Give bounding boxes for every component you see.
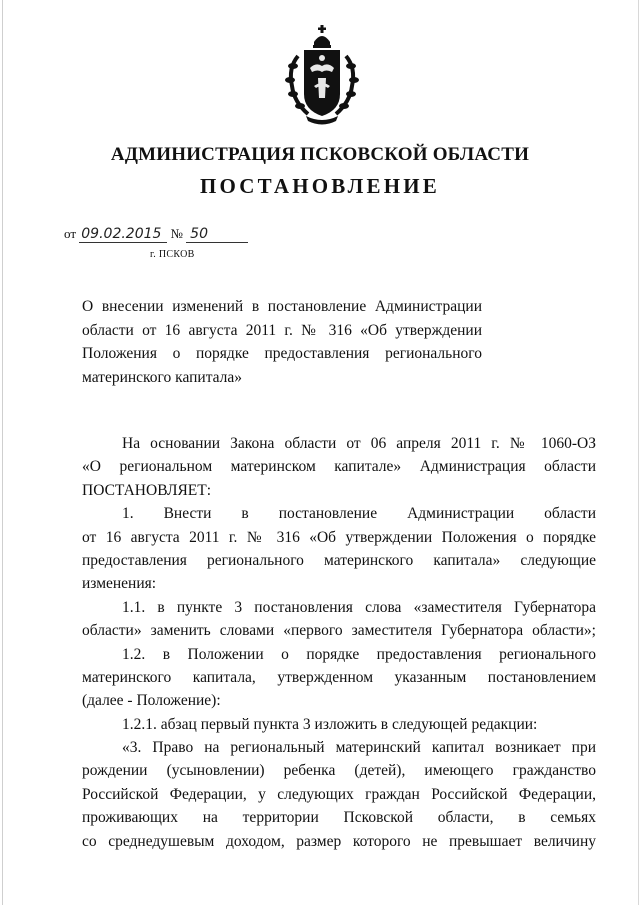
body-line: материнского капитала, утвержденном указанным постановлением	[82, 668, 596, 686]
body-line: проживающих на территории Псковской области, в семьях	[82, 809, 596, 827]
body-line: 1.2. в Положении о порядке предоставления регионального	[122, 645, 596, 663]
body-line: На основании Закона области от 06 апреля 2011 г. № 1060-ОЗ	[122, 435, 596, 452]
city-label: г. ПСКОВ	[150, 249, 195, 260]
document-date: 09.02.2015	[79, 226, 167, 243]
body-line: 1.1. в пункте 3 постановления слова «заместителя Губернатора	[122, 598, 596, 616]
body-line: «3. Право на региональный материнский капитал возникает при	[122, 739, 596, 757]
document-body	[82, 432, 596, 853]
body-line: области» заменить словами «первого заместителя Губернатора области»;	[82, 622, 596, 640]
document-number: 50	[186, 226, 248, 243]
body-line: рождении (усыновлении) ребенка (детей), имеющего гражданство	[82, 762, 596, 780]
subject-line: Положения о порядке предоставления регионального	[82, 345, 482, 362]
subject-line: области от 16 августа 2011 г. № 316 «Об утверждении	[82, 321, 482, 339]
body-line: 1. Внести в постановление Администрации области	[122, 505, 596, 523]
subject-line: материнского капитала»	[82, 368, 243, 386]
body-line: (далее - Положение):	[82, 692, 221, 710]
body-line: «О региональном материнском капитале» Администрация области	[82, 458, 596, 476]
body-line: ПОСТАНОВЛЯЕТ:	[82, 481, 212, 499]
body-line: 1.2.1. абзац первый пункта 3 изложить в следующей редакции:	[122, 715, 538, 733]
from-label: от	[64, 226, 77, 241]
document-type-title: ПОСТАНОВЛЕНИЕ	[199, 174, 441, 198]
organization-title: АДМИНИСТРАЦИЯ ПСКОВСКОЙ ОБЛАСТИ	[110, 144, 530, 165]
page-edge-right	[638, 0, 639, 905]
registration-line	[64, 226, 248, 243]
page-edge-left	[2, 0, 3, 905]
body-line: Российской Федерации, у следующих граждан Российской Федерации,	[82, 785, 596, 803]
body-line: от 16 августа 2011 г. № 316 «Об утверждении Положения о порядке	[82, 528, 596, 546]
body-line: предоставления регионального материнского капитала» следующие	[82, 551, 596, 569]
body-line: со среднедушевым доходом, размер которого не превышает величину	[82, 832, 596, 850]
subject-line: О внесении изменений в постановление Администрации	[82, 298, 482, 315]
number-label: №	[170, 226, 183, 241]
document-subject	[82, 295, 482, 389]
body-line: изменения:	[82, 575, 157, 593]
coat-of-arms-emblem	[284, 22, 360, 128]
